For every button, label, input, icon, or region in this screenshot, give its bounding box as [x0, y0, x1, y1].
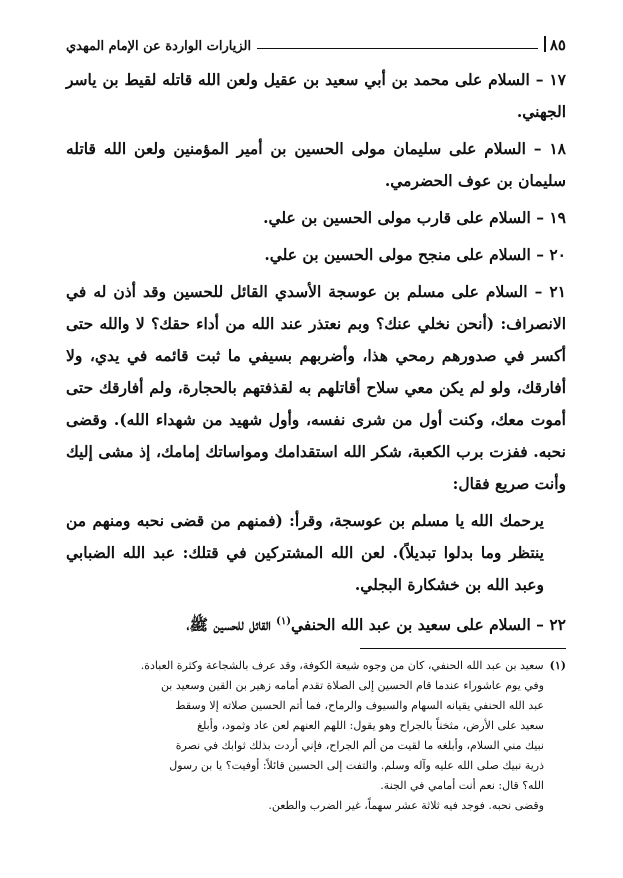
paragraph-22-text: ٢٢ – السلام على سعيد بن عبد الله الحنفي [291, 615, 566, 635]
footnote-reference[interactable]: (١) [276, 616, 292, 627]
page-header [66, 30, 566, 54]
footnote-line: وقضى نحبه. فوجد فيه ثلاثة عشر سهماً، غير الضرب والطعن. [268, 799, 544, 812]
paragraph-22-text-end: القائل للحسين ﷺ، [186, 615, 277, 635]
footnote-line: الله؟ قال: نعم أنت أمامي في الجنة. [380, 779, 544, 792]
footnotes [66, 656, 566, 816]
page-number: ٨٥ [549, 36, 566, 54]
header-divider-bar [544, 36, 546, 52]
paragraph-18: ١٨ – السلام على سليمان مولى الحسين بن أمير المؤمنين ولعن الله قاتله سليمان بن عوف الحضرمي. [66, 139, 566, 190]
paragraph-22 [66, 606, 566, 641]
footnote-line [66, 656, 566, 676]
main-text [66, 64, 566, 641]
running-title: الزيارات الواردة عن الإمام المهدي [66, 39, 252, 54]
footnote-text: سعيد بن عبد الله الحنفي، كان من وجوه شيعة الكوفة، وقد عرف بالشجاعة وكثرة العبادة. [140, 659, 544, 672]
footnote-marker: (١) [549, 659, 566, 672]
footnote-line: عبد الله الحنفي يقيانه السهام والسيوف والرماح، فما أتم الحسين صلاته إلا وسقط [175, 699, 544, 712]
paragraph-17: ١٧ – السلام على محمد بن أبي سعيد بن عقيل ولعن الله قاتله لقيط بن ياسر الجهني. [66, 70, 566, 121]
paragraph-19: ١٩ – السلام على قارب مولى الحسين بن علي. [263, 208, 566, 227]
footnote-line: سعيد على الأرض، مثخناً بالجراح وهو يقول: اللهم العنهم لعن عاد وثمود، وأبلغ [197, 719, 544, 732]
paragraph-21: ٢١ – السلام على مسلم بن عوسجة الأسدي القائل للحسين وقد أذن له في الانصراف: (أنحن نخلي عنك؟ وبم نعتذر عند الله من أداء حقك؟ لا والله حتى أكسر في صدورهم رمحي هذا، وأضربهم بسيفي ما ثبت قائمه في يدي، ولا أفارقك، ولو لم يكن معي سلاح أقاتلهم به لقذفتهم بالحجارة، ولم أفارقك حتى أموت معك، وكنت أول من شرى نفسه، وأول شهيد من شهداء الله). وقضى نحبه. ففزت برب الكعبة، شكر الله استقدامك ومواساتك إمامك، إذ مشى إليك وأنت صريع فقال: [66, 282, 566, 493]
footnote-separator [360, 648, 566, 649]
header-rule [257, 48, 538, 49]
paragraph-20: ٢٠ – السلام على منجح مولى الحسين بن علي. [264, 245, 566, 264]
footnote-line: وفي يوم عاشوراء عندما قام الحسين إلى الصلاة تقدم أمامه زهير بن القين وسعيد بن [160, 679, 544, 692]
footnote-line: نبيك مني السلام، وأبلغه ما لقيت من ألم الجراح، فإني أردت بذلك ثوابك في نصرة [175, 739, 544, 752]
footnote-line: ذرية نبيك صلى الله عليه وآله وسلم. والتفت إلى الحسين قائلاً: أوفيت؟ يا بن رسول [169, 759, 544, 772]
paragraph-21-continuation: يرحمك الله يا مسلم بن عوسجة، وقرأ: (فمنهم من قضى نحبه ومنهم من ينتظر وما بدلوا تبديلاً). لعن الله المشتركين في قتلك: عبد الله الضبابي وعبد الله بن خشكارة البجلي. [66, 511, 544, 594]
